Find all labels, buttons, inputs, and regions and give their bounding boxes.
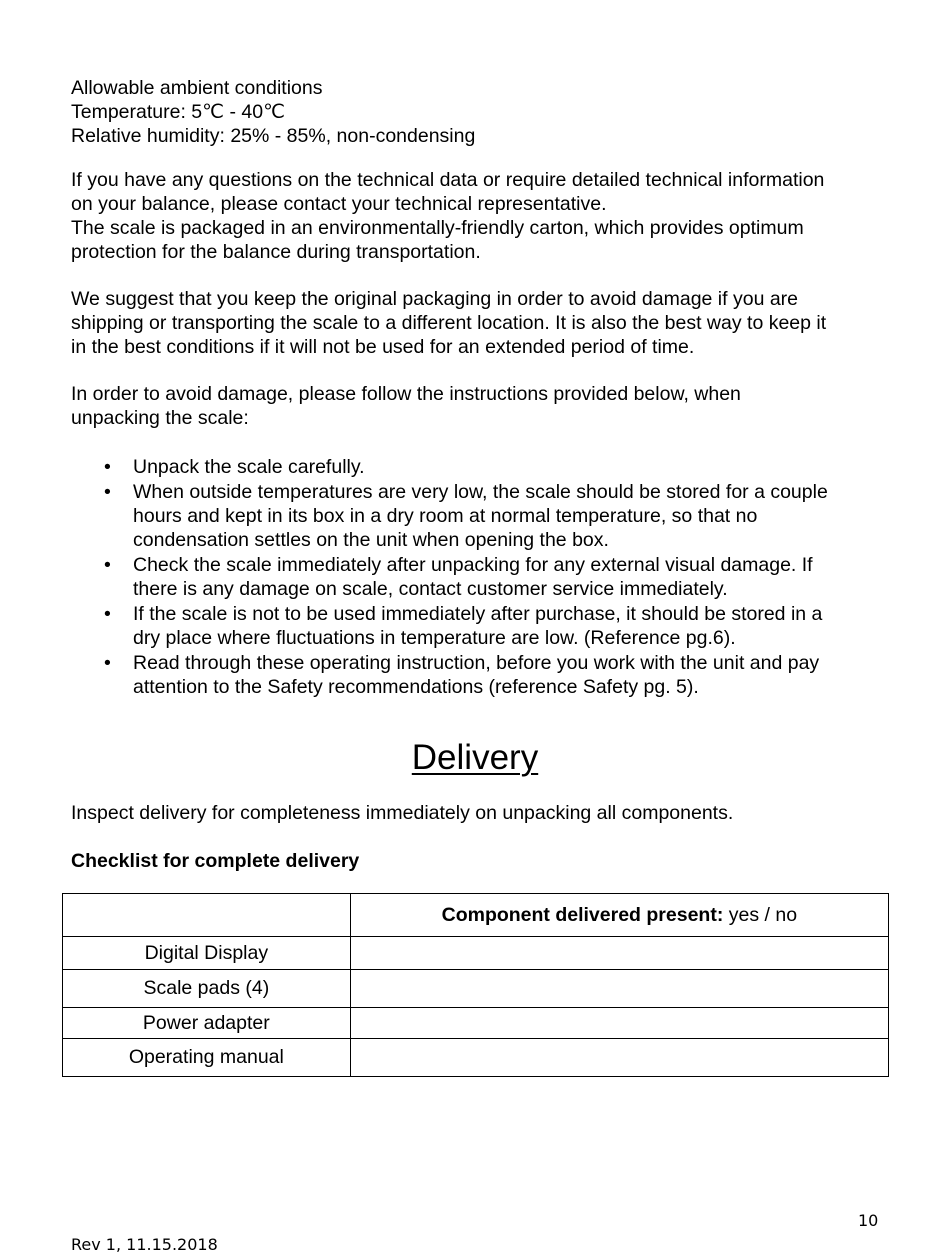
list-item-line: attention to the Safety recommendations (reference Safety pg. 5). <box>133 676 699 698</box>
present-check-cell[interactable] <box>350 1008 888 1039</box>
list-item-line: there is any damage on scale, contact customer service immediately. <box>133 578 728 600</box>
revision-footer: Rev 1, 11.15.2018 <box>71 1235 218 1254</box>
paragraph-line: In order to avoid damage, please follow the instructions provided below, when <box>71 383 741 405</box>
list-item-line: condensation settles on the unit when opening the box. <box>133 529 609 551</box>
bullet-icon: • <box>104 652 111 674</box>
list-item <box>71 651 901 699</box>
list-item-line: hours and kept in its box in a dry room at normal temperature, so that no <box>133 505 758 527</box>
unpacking-instructions-list <box>71 455 901 700</box>
ambient-humidity: Relative humidity: 25% - 85%, non-condensing <box>71 125 476 147</box>
table-header-cell <box>350 894 888 937</box>
present-check-cell[interactable] <box>350 970 888 1008</box>
ambient-temperature: Temperature: 5℃ - 40℃ <box>71 101 285 123</box>
bullet-icon: • <box>104 456 111 478</box>
paragraph-line: protection for the balance during transportation. <box>71 241 481 263</box>
delivery-checklist-table <box>62 893 889 1077</box>
ambient-title: Allowable ambient conditions <box>71 77 323 99</box>
component-name-cell: Power adapter <box>63 1008 351 1039</box>
component-name-cell: Operating manual <box>63 1039 351 1077</box>
inspect-delivery-text: Inspect delivery for completeness immediately on unpacking all components. <box>71 802 734 824</box>
table-header-row <box>63 894 889 937</box>
questions-paragraph <box>71 168 891 264</box>
table-row <box>63 970 889 1008</box>
paragraph-line: in the best conditions if it will not be used for an extended period of time. <box>71 336 695 358</box>
paragraph-line: If you have any questions on the technical data or require detailed technical information <box>71 169 825 191</box>
paragraph-line: on your balance, please contact your technical representative. <box>71 193 607 215</box>
delivery-heading <box>0 738 950 778</box>
table-row <box>63 1039 889 1077</box>
list-item-line: When outside temperatures are very low, the scale should be stored for a couple <box>133 481 828 503</box>
present-check-cell[interactable] <box>350 937 888 970</box>
list-item <box>71 553 901 601</box>
packaging-suggestion-paragraph <box>71 287 891 359</box>
component-name-cell: Scale pads (4) <box>63 970 351 1008</box>
checklist-title: Checklist for complete delivery <box>71 850 360 872</box>
paragraph-line: We suggest that you keep the original packaging in order to avoid damage if you are <box>71 288 799 310</box>
unpacking-intro-paragraph <box>71 382 891 430</box>
list-item-line: dry place where fluctuations in temperature are low. (Reference pg.6). <box>133 627 736 649</box>
list-item-line: If the scale is not to be used immediately after purchase, it should be stored in a <box>133 603 823 625</box>
bullet-icon: • <box>104 554 111 576</box>
table-row <box>63 1008 889 1039</box>
bullet-icon: • <box>104 481 111 503</box>
header-bold-text: Component delivered present: <box>441 903 724 926</box>
paragraph-line: The scale is packaged in an environmentally-friendly carton, which provides optimum <box>71 217 804 239</box>
paragraph-line: shipping or transporting the scale to a different location. It is also the best way to keep it <box>71 312 827 334</box>
delivery-heading-text: Delivery <box>411 738 539 777</box>
ambient-conditions <box>71 76 891 148</box>
page-number: 10 <box>858 1211 879 1230</box>
component-name-cell: Digital Display <box>63 937 351 970</box>
bullet-icon: • <box>104 603 111 625</box>
paragraph-line: unpacking the scale: <box>71 407 249 429</box>
list-item-line: Unpack the scale carefully. <box>133 456 365 478</box>
list-item <box>71 602 901 650</box>
list-item-line: Read through these operating instruction, before you work with the unit and pay <box>133 652 820 674</box>
header-options-text: yes / no <box>723 903 798 926</box>
list-item-line: Check the scale immediately after unpacking for any external visual damage. If <box>133 554 813 576</box>
list-item <box>71 480 901 552</box>
table-row <box>63 937 889 970</box>
list-item <box>71 455 901 479</box>
present-check-cell[interactable] <box>350 1039 888 1077</box>
table-header-empty-cell <box>63 894 351 937</box>
